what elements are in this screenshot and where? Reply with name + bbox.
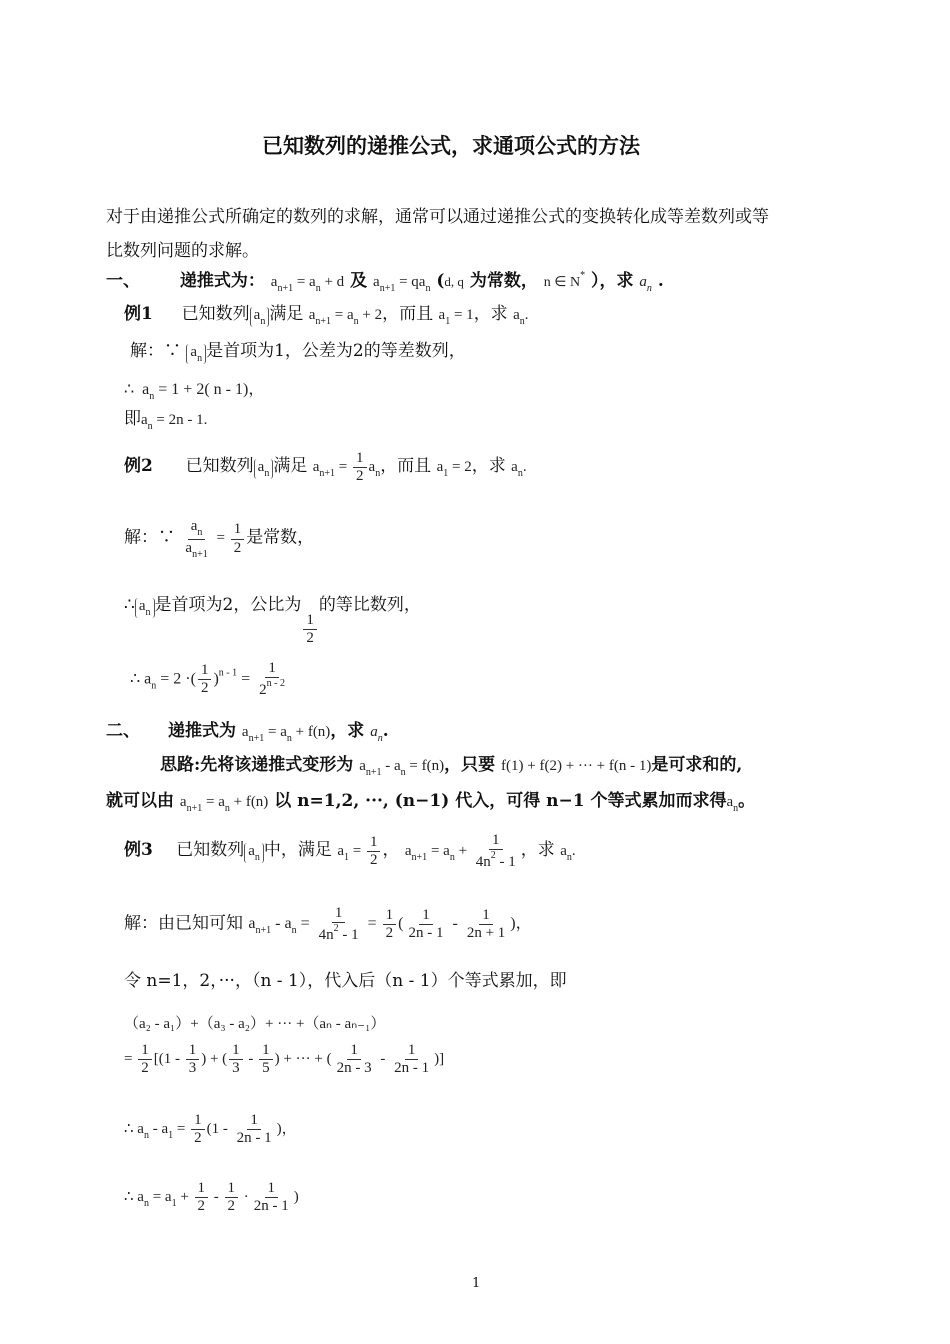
example-2-solution-line2: ∴ $a_n$ 是首项为2，公比为 $\frac{1}{2}$ 的等比数列， — [124, 595, 421, 647]
example-1-solution-line2: ∴ $a_n = 1 + 2$( n - 1)， — [124, 381, 265, 402]
section-1-lead: 递推式为： — [179, 271, 265, 291]
formula-ex1-initial: $a_1 = 1$ — [438, 307, 474, 327]
example-3-difference-line: ∴ $a_n - a_1$ = $\frac{1}{2}$ (1 - $\frac{1}{2n - 1}$ )， — [124, 1112, 297, 1147]
example-3-sum-expansion: = $\frac{1}{2}$ [(1 - $\frac{1}{3}$ ) + ( $\frac{1}{3}$ - $\frac{1}{5}$ ) + ··· + ( $\frac{1}{2n - 3}$ - $\frac{1}{2n - 1}$ )] — [124, 1042, 445, 1077]
example-1-solution-line3: 即$a_n = 2n - 1$. — [124, 409, 208, 432]
example-3-solution-line1: 解：由已知可知 $a_{n+1} - a_n$ = $\frac{1}{4n^2 - 1}$ = $\frac{1}{2}$ ( $\frac{1}{2n - 1}$ - $\frac{1}{2n + 1}$ )， — [124, 905, 532, 944]
intro-text-line1: 对于由递推公式所确定的数列的求解，通常可以通过递推公式的变换转化成等差数列或等 — [106, 207, 769, 227]
example-3-solution-line2: 令 n=1，2，···，（n - 1），代入后（n - 1）个等式累加，即 — [124, 971, 567, 991]
formula-ex2-recurrence: $a_{n+1}$ = $\frac{1}{2}$ $a_n$ — [312, 450, 381, 485]
sequence-bracket: $a_n$ — [250, 307, 270, 327]
example-3-statement: 例3 已知数列 $a_n$ 中，满足 $a_1$ = $\frac{1}{2}$ ， $a_{n+1} = a_n$ + $\frac{1}{4n^2 - 1}$ ，求 $a_n$. — [124, 832, 576, 871]
example-2-solution-line3: ∴ $a_n = 2$ ·( $\frac{1}{2}$ )$^{n - 1}$ = $\frac{1}{2^{n - 2}}$ — [130, 660, 286, 699]
formula-geom-recurrence: $a_{n+1} = qa_n$ — [373, 274, 431, 294]
const-text: 为常数， — [469, 271, 538, 291]
n-in-N-text: n ∈ N* — [543, 270, 586, 290]
example-2-statement: 例2 已知数列 $a_n$ 满足 $a_{n+1}$ = $\frac{1}{2}$ $a_n$，而且 $a_1 = 2$，求 $a_n$. — [124, 450, 527, 485]
formula-arith-recurrence: $a_{n+1} = a_n + d$ — [270, 274, 345, 294]
section-1-heading: 一、 递推式为： $a_{n+1} = a_n + d$ 及 $a_{n+1} = qa_n$ (d, q 为常数， n ∈ N* ），求 $a_n$ . — [106, 270, 664, 294]
dq-text: d, q — [444, 274, 464, 289]
example-1-statement: 例1 已知数列 $a_n$ 满足 $a_{n+1} = a_n + 2$，而且 $a_1 = 1$，求 $a_n$. — [124, 304, 529, 327]
example-1-solution-line1: 解：∵ $a_n$ 是首项为1，公差为2的等差数列， — [130, 341, 466, 364]
and-text: 及 — [350, 271, 368, 291]
example-3-sum-line: （a₂ - a₁）+（a₃ - a₂）+ ··· +（aₙ - aₙ₋₁） — [124, 1016, 386, 1032]
section-2-idea-line2: 就可以由 $a_{n+1} = a_n + f(n)$ 以 n=1,2, ···, (n−1) 代入，可得 n−1 个等式累加而求得$a_n$。 — [106, 791, 756, 814]
intro-text-line2: 比数列问题的求解。 — [106, 241, 259, 261]
section-2-idea-line1: 思路:先将该递推式变形为 $a_{n+1} - a_n = f(n)$，只要 f(1) + f(2) + ··· + f(n - 1)是可求和的, — [160, 755, 743, 778]
example-2-label: 例2 — [124, 456, 153, 477]
example-3-result-line: ∴ $a_n = a_1$ + $\frac{1}{2}$ - $\frac{1}{2}$ · $\frac{1}{2n - 1}$ ) — [124, 1180, 299, 1215]
page-number: 1 — [472, 1276, 481, 1291]
close-text: ），求 — [591, 271, 634, 291]
formula-ex1-recurrence: $a_{n+1} = a_n + 2$ — [308, 307, 383, 327]
page-title: 已知数列的递推公式，求通项公式的方法 — [262, 133, 640, 158]
section-2-heading: 二、 递推式为 $a_{n+1} = a_n + f(n)$，求 $a_n$. — [106, 721, 389, 744]
a-n-italic: $a_n$ — [639, 274, 652, 294]
section-1-number: 一、 — [106, 271, 140, 291]
example-1-label: 例1 — [124, 304, 153, 324]
example-2-solution-line1: 解：∵ $\frac{a_n}{a_{n+1}}$ = $\frac{1}{2}$ 是常数， — [124, 518, 315, 560]
